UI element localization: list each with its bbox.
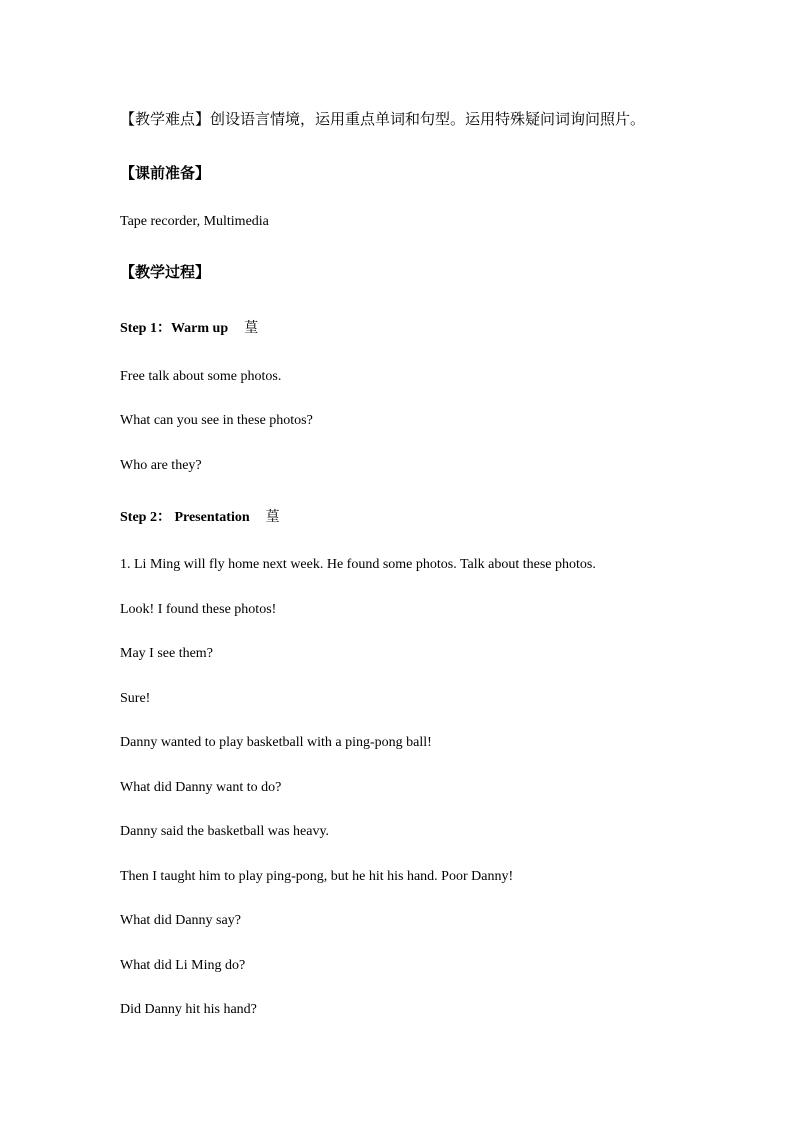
step2-line: Did Danny hit his hand? — [120, 1002, 257, 1017]
step2-line: Danny wanted to play basketball with a ping-pong ball! — [120, 735, 432, 750]
process-heading: 【教学过程】 — [120, 263, 211, 281]
step2-line: Then I taught him to play ping-pong, but he hit his hand. Poor Danny! — [120, 869, 514, 884]
step2-line: What did Li Ming do? — [120, 958, 246, 973]
step2-line: May I see them? — [120, 646, 213, 661]
step2-line: Danny said the basketball was heavy. — [120, 824, 330, 839]
prep-heading: 【课前准备】 — [120, 164, 211, 182]
teaching-difficulty-paragraph: 【教学难点】创设语言情境，运用重点单词和句型。运用特殊疑问词询问照片。 — [120, 110, 646, 128]
step2-line: Sure! — [120, 691, 151, 706]
step1-label: Step 1：Warm up — [120, 321, 229, 336]
step1-heading — [120, 319, 258, 338]
step2-heading — [120, 508, 280, 527]
step2-label: Step 2： Presentation — [120, 510, 250, 525]
step2-line: What did Danny say? — [120, 913, 241, 928]
step2-line: 1. Li Ming will fly home next week. He found some photos. Talk about these photos. — [120, 557, 596, 572]
step1-line: Free talk about some photos. — [120, 369, 282, 384]
step2-mark: 葟 — [265, 509, 280, 525]
step2-line: What did Danny want to do? — [120, 780, 282, 795]
step1-line: Who are they? — [120, 458, 202, 473]
step2-line: Look! I found these photos! — [120, 602, 277, 617]
prep-items: Tape recorder, Multimedia — [120, 214, 269, 229]
step1-line: What can you see in these photos? — [120, 413, 313, 428]
step1-mark: 葟 — [244, 320, 259, 336]
